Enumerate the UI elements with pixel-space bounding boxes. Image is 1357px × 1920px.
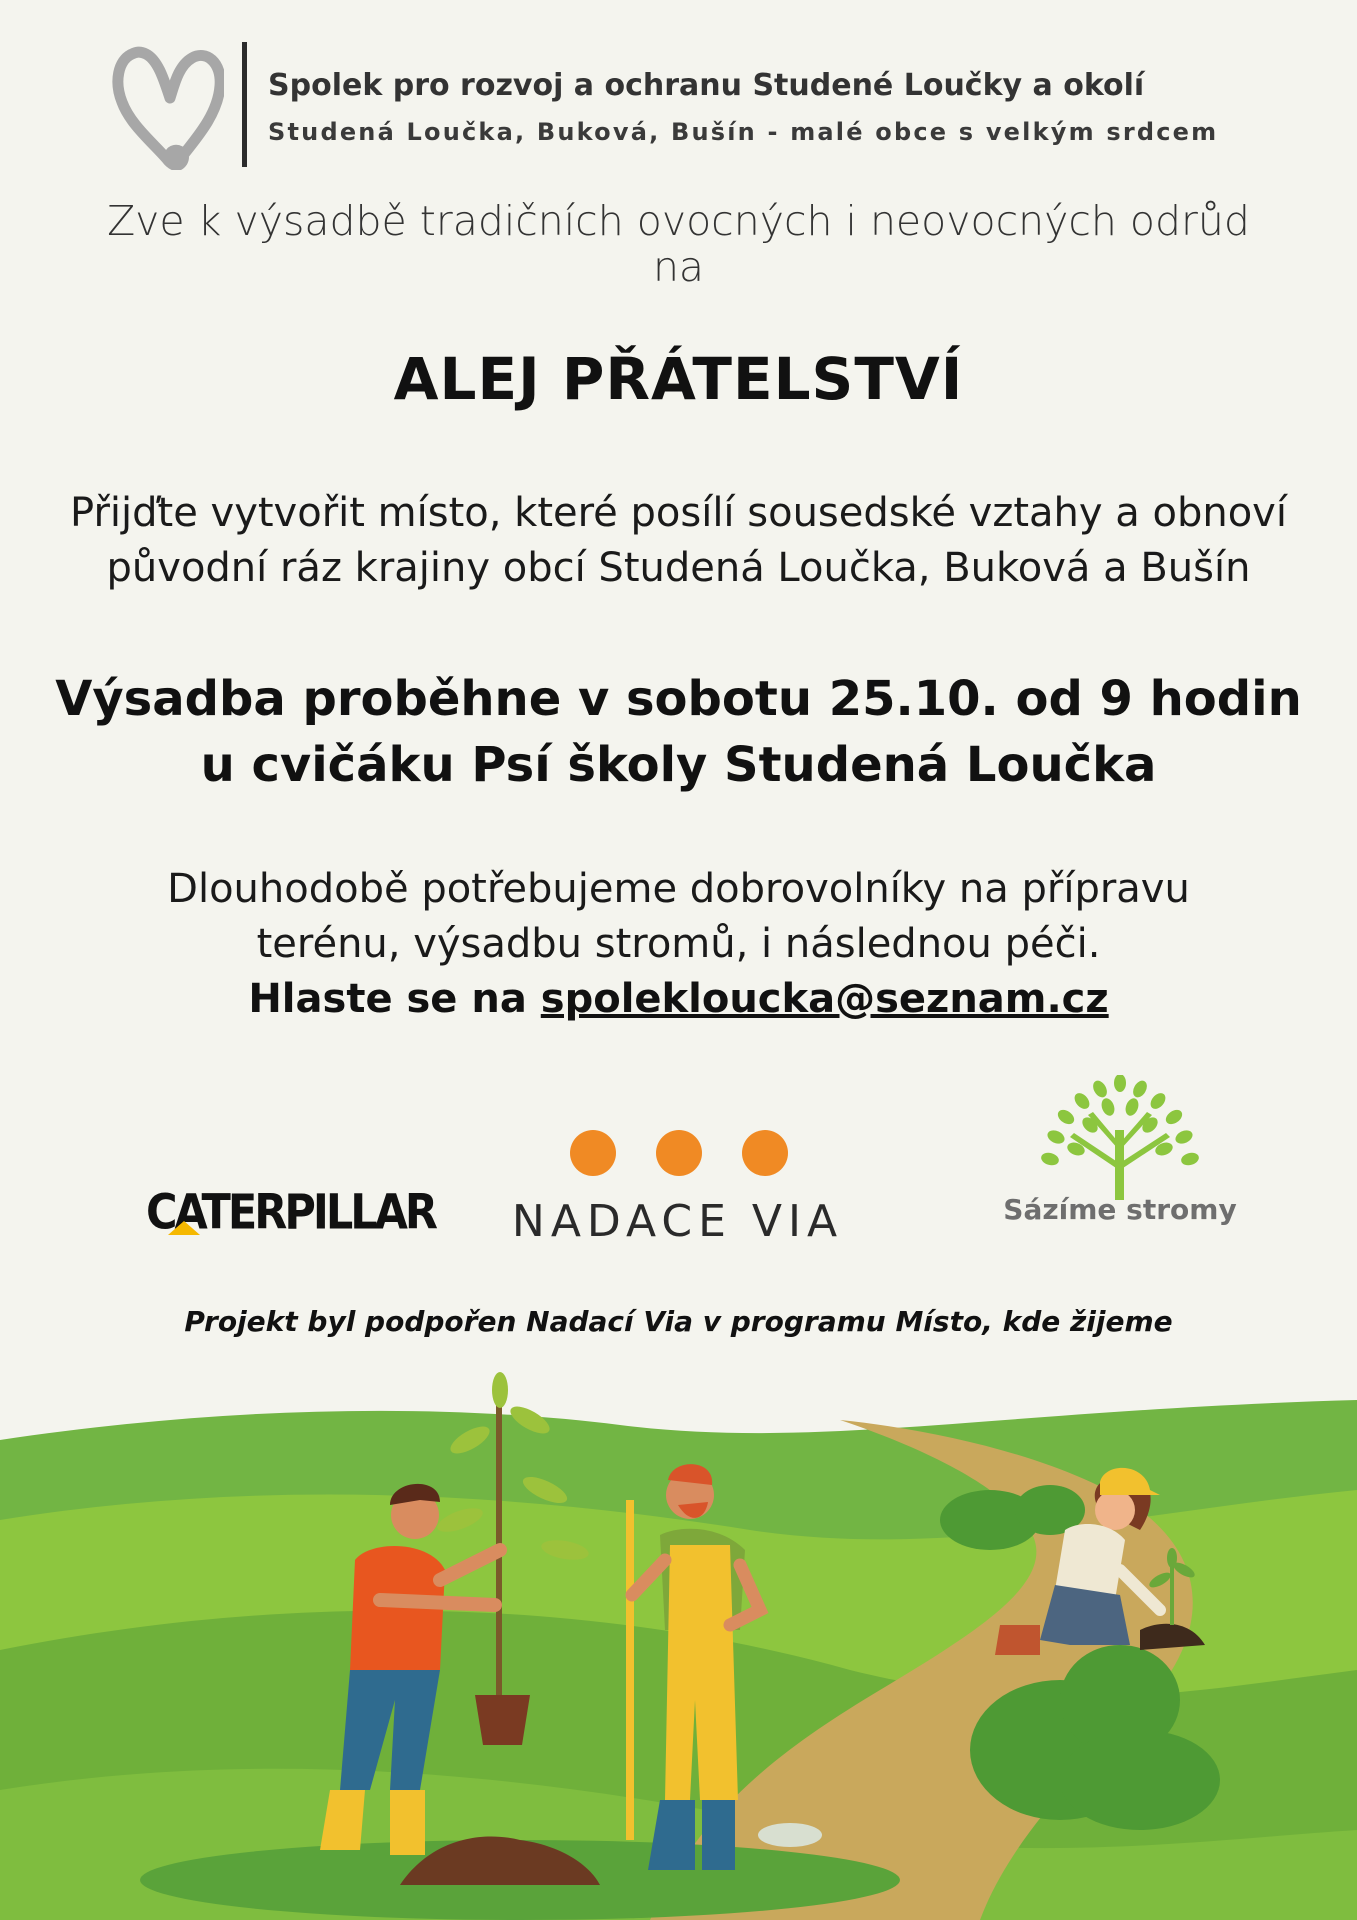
sazime-stromy-wordmark: Sázíme stromy bbox=[1003, 1193, 1237, 1226]
intro-text bbox=[0, 486, 1357, 596]
volunteer-line-1: Dlouhodobě potřebujeme dobrovolníky na přípravu bbox=[167, 866, 1190, 912]
invite-line-na: na bbox=[652, 243, 705, 291]
invite-line: Zve k výsadbě tradičních ovocných i neovocných odrůd bbox=[107, 197, 1250, 245]
intro-line-1: Přijďte vytvořit místo, které posílí sousedské vztahy a obnoví bbox=[70, 490, 1287, 536]
caterpillar-logo bbox=[146, 1185, 436, 1241]
event-date-line: Výsadba proběhne v sobotu 25.10. od 9 hodin bbox=[55, 671, 1302, 727]
header-divider bbox=[242, 42, 247, 167]
event-details bbox=[0, 666, 1357, 798]
stone bbox=[758, 1823, 822, 1847]
caterpillar-triangle-icon bbox=[168, 1221, 200, 1235]
main-title: ALEJ PŘÁTELSTVÍ bbox=[393, 345, 964, 413]
caterpillar-wordmark: CATERPILLAR bbox=[146, 1185, 436, 1241]
via-dot bbox=[570, 1130, 616, 1176]
via-dots-icon bbox=[570, 1130, 790, 1176]
contact-line bbox=[0, 972, 1357, 1027]
volunteer-text bbox=[0, 862, 1357, 972]
sponsor-logos bbox=[0, 1075, 1357, 1255]
volunteer-line-2: terénu, výsadbu stromů, i následnou péči. bbox=[256, 921, 1101, 967]
nadace-via-wordmark: NADACE VIA bbox=[511, 1196, 844, 1247]
via-dot bbox=[656, 1130, 702, 1176]
organization-tagline: Studená Loučka, Buková, Bušín - malé obce s velkým srdcem bbox=[268, 118, 1219, 146]
contact-prefix: Hlaste se na bbox=[248, 976, 527, 1022]
intro-line-2: původní ráz krajiny obcí Studená Loučka, Buková a Bušín bbox=[106, 545, 1251, 591]
support-note: Projekt byl podpořen Nadací Via v programu Místo, kde žijeme bbox=[184, 1305, 1173, 1338]
heart-icon bbox=[112, 46, 224, 170]
landscape-illustration bbox=[0, 1370, 1357, 1920]
via-dot bbox=[742, 1130, 788, 1176]
event-place-line: u cvičáku Psí školy Studená Loučka bbox=[200, 737, 1157, 793]
nadace-via-logo bbox=[505, 1130, 850, 1250]
tree-icon bbox=[990, 1075, 1250, 1200]
header bbox=[112, 40, 1262, 170]
contact-email-link[interactable]: spolekloucka@seznam.cz bbox=[540, 976, 1109, 1022]
organization-name: Spolek pro rozvoj a ochranu Studené Loučky a okolí bbox=[268, 68, 1145, 103]
sazime-stromy-logo bbox=[990, 1075, 1250, 1235]
